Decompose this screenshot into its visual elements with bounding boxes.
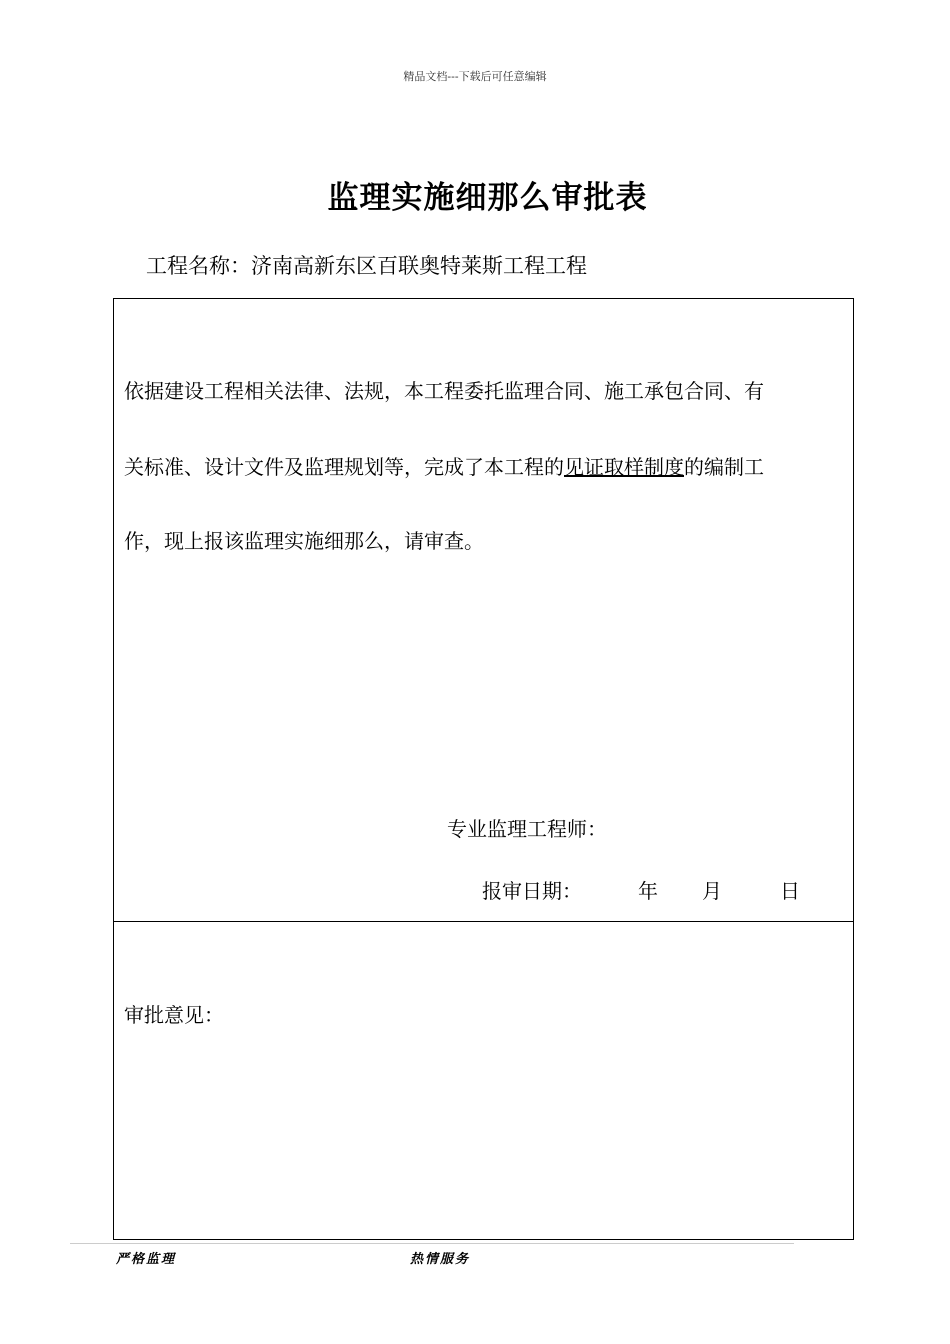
footer-left-slogan: 严格监理 (116, 1252, 177, 1267)
submission-date-row (482, 875, 800, 904)
body-line-2-suffix: 的编制工 (684, 455, 764, 479)
approval-opinion-label: 审批意见： (124, 1003, 224, 1027)
document-name-underlined: 见证取样制度 (564, 455, 684, 479)
table-row-divider (114, 921, 853, 922)
body-line-1: 依据建设工程相关法律、法规，本工程委托监理合同、施工承包合同、有 (124, 379, 764, 403)
header-note: 精品文档---下载后可任意编辑 (403, 70, 547, 83)
page-title: 监理实施细那么审批表 (327, 180, 648, 216)
body-line-2 (124, 451, 850, 480)
project-name-line: 工程名称：济南高新东区百联奥特莱斯工程工程 (146, 254, 587, 278)
engineer-signature-label: 专业监理工程师： (447, 817, 607, 841)
body-line-3: 作，现上报该监理实施细那么，请审查。 (124, 529, 484, 553)
footer-divider (70, 1243, 794, 1244)
approval-form-table (113, 298, 854, 1240)
date-month: 月 (702, 879, 722, 903)
footer-right-slogan: 热情服务 (410, 1252, 471, 1267)
date-day: 日 (780, 879, 800, 903)
date-label: 报审日期： (482, 879, 582, 903)
body-line-2-prefix: 关标准、设计文件及监理规划等，完成了本工程的 (124, 455, 564, 479)
date-year: 年 (638, 879, 658, 903)
